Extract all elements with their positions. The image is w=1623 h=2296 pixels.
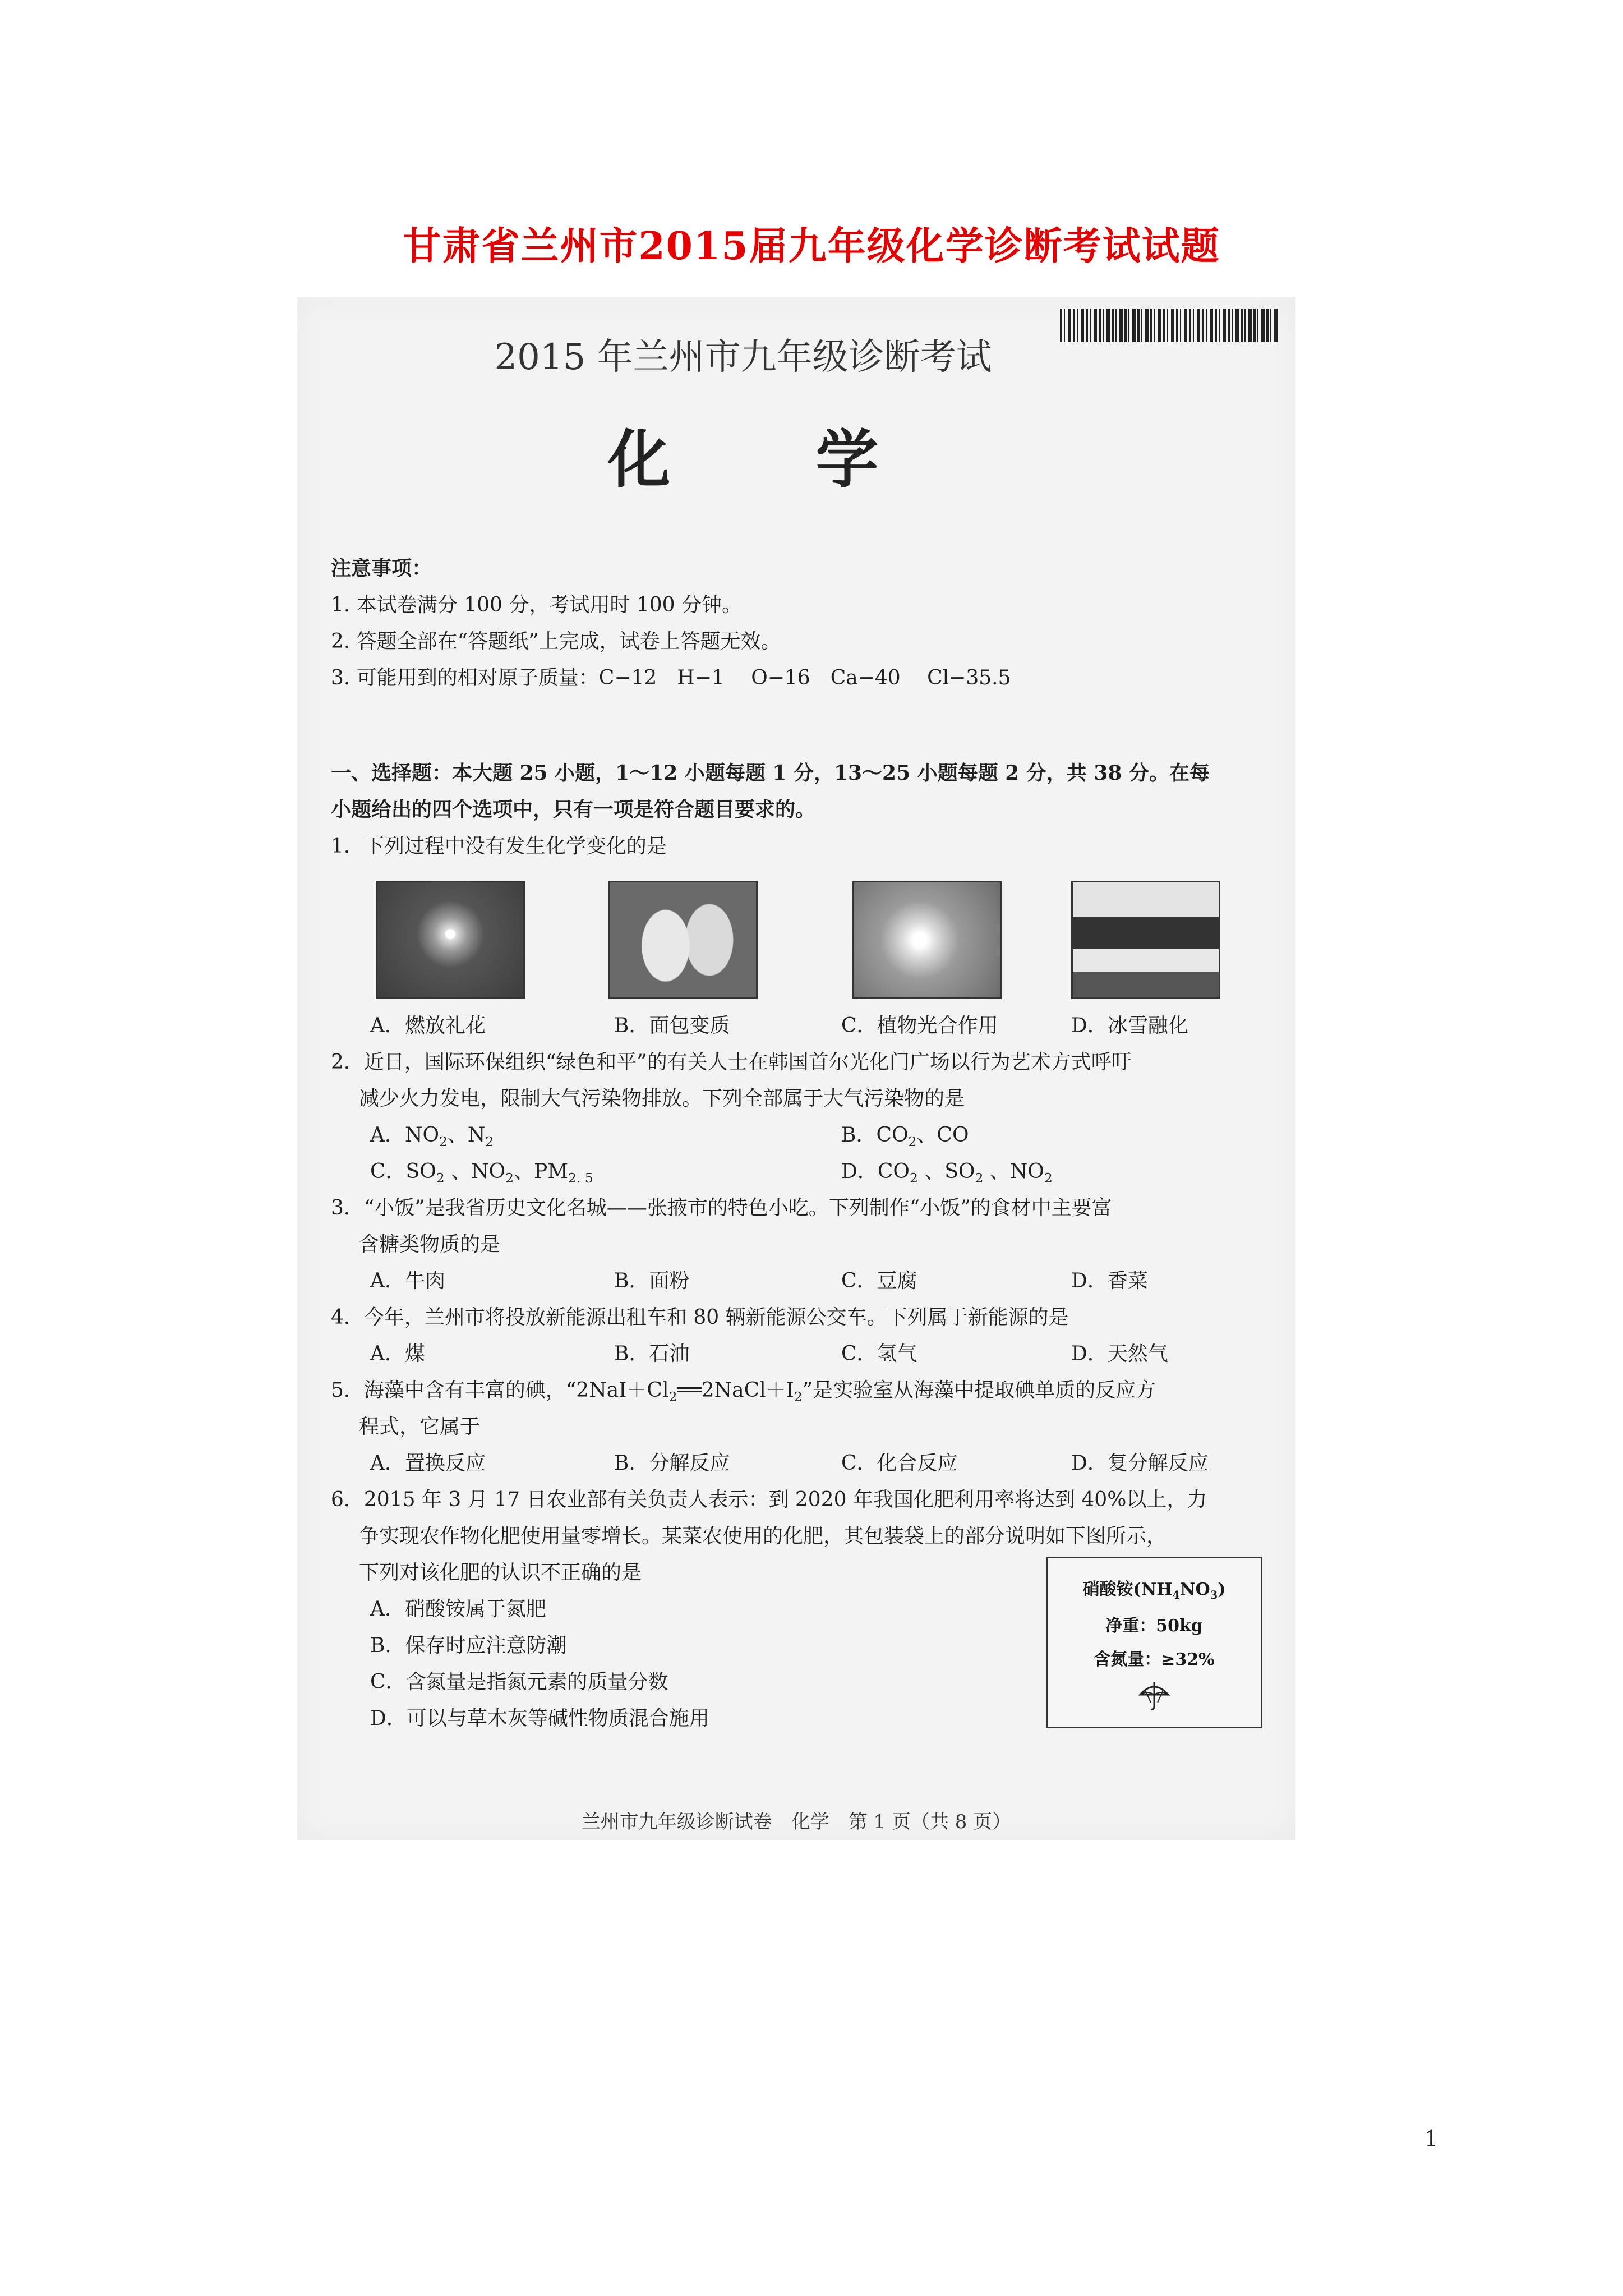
q4-option-d: D．天然气	[1071, 1342, 1168, 1365]
leaf-photo	[852, 881, 1002, 999]
notice-item-1: 1. 本试卷满分 100 分，考试用时 100 分钟。	[331, 593, 742, 616]
q3-option-c: C．豆腐	[841, 1269, 917, 1292]
q6-option-b: B．保存时应注意防潮	[370, 1634, 567, 1657]
q3-stem-1: 3．“小饭”是我省历史文化名城——张掖市的特色小吃。下列制作“小饭”的食材中主要富	[331, 1197, 1112, 1220]
fertilizer-label	[1046, 1557, 1262, 1728]
q1-option-d: D．冰雪融化	[1071, 1014, 1188, 1037]
scanned-exam-page	[297, 297, 1295, 1840]
document-title: 甘肃省兰州市2015届九年级化学诊断考试试题	[403, 224, 1220, 269]
notice-heading: 注意事项：	[331, 556, 432, 580]
q3-option-b: B．面粉	[614, 1269, 690, 1292]
q6-option-d: D．可以与草木灰等碱性物质混合施用	[370, 1707, 709, 1730]
q3-option-d: D．香菜	[1071, 1269, 1148, 1292]
q4-option-c: C．氢气	[841, 1342, 917, 1365]
q2-option-c: C．$SO_2$ 、$NO_2$、$PM_{2. 5}$	[370, 1160, 593, 1186]
ice-photo	[1071, 881, 1220, 999]
q5-option-b: B．分解反应	[614, 1452, 730, 1475]
page-number: 1	[1424, 2126, 1438, 2151]
section1-instructions-1: 一、选择题：本大题 25 小题，1～12 小题每题 1 分，13～25 小题每题 2 分，共 38 分。在每	[331, 761, 1210, 785]
q6-option-c: C．含氮量是指氮元素的质量分数	[370, 1671, 668, 1694]
q2-option-b: B．$CO_2$、CO	[841, 1124, 969, 1150]
q1-option-c: C．植物光合作用	[841, 1014, 998, 1037]
q1-option-b: B．面包变质	[614, 1014, 730, 1037]
fertilizer-net-weight: 净重：50kg	[1105, 1616, 1203, 1636]
q3-stem-2: 含糖类物质的是	[359, 1233, 501, 1256]
q5-option-c: C．化合反应	[841, 1452, 958, 1475]
fertilizer-nitrogen-content: 含氮量：≥32%	[1094, 1650, 1215, 1669]
q5-option-a: A．置换反应	[370, 1452, 486, 1475]
q5-stem-2: 程式，它属于	[359, 1415, 481, 1438]
q6-stem-3: 下列对该化肥的认识不正确的是	[359, 1561, 642, 1584]
q6-stem-2: 争实现农作物化肥使用量零增长。某菜农使用的化肥，其包装袋上的部分说明如下图所示，	[359, 1525, 1167, 1548]
q5-option-d: D．复分解反应	[1071, 1452, 1209, 1475]
q6-stem-1: 6．2015 年 3 月 17 日农业部有关负责人表示：到 2020 年我国化肥利用率将达到 40%以上，力	[331, 1488, 1207, 1511]
section1-instructions-2: 小题给出的四个选项中，只有一项是符合题目要求的。	[331, 798, 816, 821]
q4-option-a: A．煤	[370, 1342, 425, 1365]
q4-stem: 4．今年，兰州市将投放新能源出租车和 80 辆新能源公交车。下列属于新能源的是	[331, 1306, 1069, 1329]
q3-option-a: A．牛肉	[370, 1269, 445, 1292]
exam-title: 2015 年兰州市九年级诊断考试	[494, 337, 992, 378]
q2-option-d: D．$CO_2$ 、$SO_2$ 、$NO_2$	[841, 1160, 1053, 1186]
fertilizer-name: 硝酸铵$(NH_4NO_3)$	[1082, 1580, 1226, 1602]
bread-photo	[608, 881, 758, 999]
q2-stem-1: 2．近日，国际环保组织“绿色和平”的有关人士在韩国首尔光化门广场以行为艺术方式呼吁	[331, 1051, 1132, 1074]
q4-option-b: B．石油	[614, 1342, 690, 1365]
q6-option-a: A．硝酸铵属于氮肥	[370, 1598, 546, 1621]
q1-option-a: A．燃放礼花	[370, 1014, 486, 1037]
umbrella-icon	[1137, 1679, 1171, 1713]
notice-item-2: 2. 答题全部在“答题纸”上完成，试卷上答题无效。	[331, 630, 781, 653]
q5-stem-1: 5．海藻中含有丰富的碘，“$2NaI+Cl_2══2NaCl+I_2$”是实验室从海藻中提取碘单质的反应方	[331, 1379, 1156, 1405]
fireworks-photo	[376, 881, 525, 999]
q2-stem-2: 减少火力发电，限制大气污染物排放。下列全部属于大气污染物的是	[359, 1087, 965, 1110]
q2-option-a: A．$NO_2$、$N_2$	[370, 1124, 494, 1150]
q1-stem: 1．下列过程中没有发生化学变化的是	[331, 835, 667, 858]
page-footer: 兰州市九年级诊断试卷 化学 第 1 页（共 8 页）	[581, 1811, 1012, 1833]
subject-title: 化 学	[607, 423, 940, 496]
notice-item-3: 3. 可能用到的相对原子质量：C−12 H−1 O−16 Ca−40 Cl−35.5	[331, 666, 1011, 689]
